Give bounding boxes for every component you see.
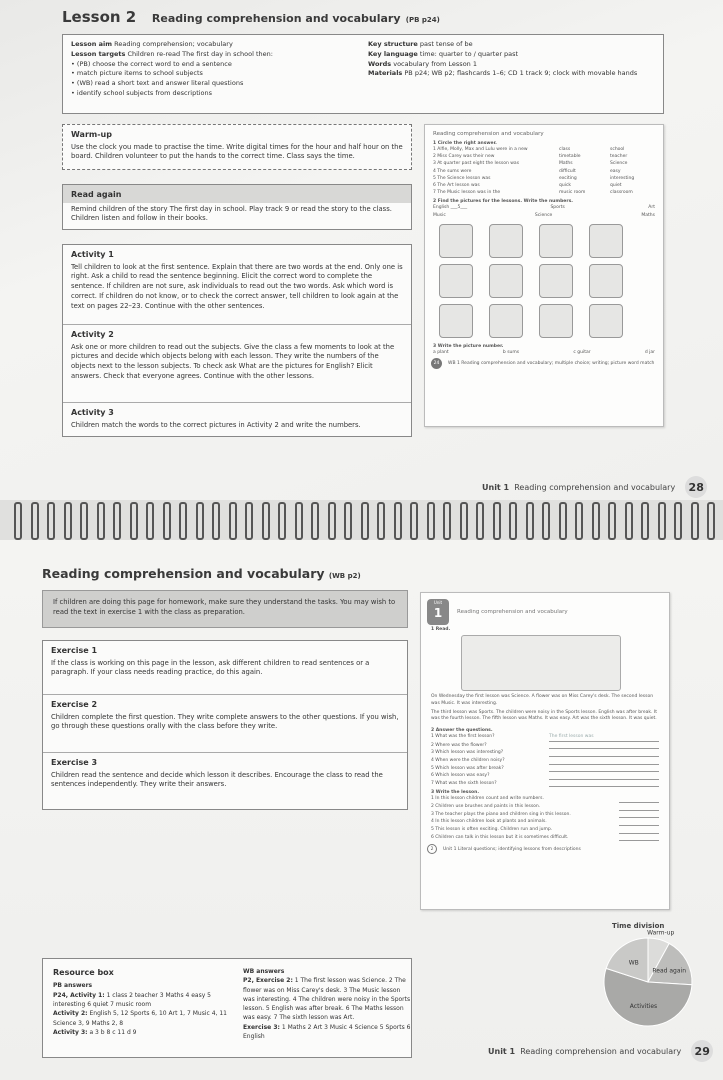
thumb-q1-row [425, 182, 663, 189]
binder-ring [707, 502, 715, 540]
time-division-title: Time division [612, 922, 665, 930]
page-28 [0, 0, 723, 500]
thumb-q1-row [425, 146, 663, 153]
activity-text: Tell children to look at the first sentence. Explain that there are two words at the end. Only one is right. Ask a child to read the sentence beginning. Elicit the correct word to complete the sentence. If children are not sure, ask individuals to read out the two words. Ask which word is correct. If children do not know, or to check the correct answer, tell children to look again at the text on pages 22–23. Continue with the other sentences. [71, 262, 403, 310]
answer-text: 1 Maths 2 Art 3 Music 4 Science 5 Sports 6 English [243, 1023, 411, 1041]
exercises-box [42, 640, 408, 810]
target-item: • identify school subjects from descriptions [71, 89, 361, 99]
thumb-q1: 1 Circle the right answer. [433, 141, 497, 146]
page-number: 28 [685, 476, 707, 498]
question-text: 7 What was the sixth lesson? [431, 780, 497, 786]
binder-ring [674, 502, 682, 540]
binder-ring [14, 502, 22, 540]
question-text: 2 Where was the flower? [431, 742, 487, 748]
answer-label: Activity 2: [53, 1010, 88, 1018]
thumb-picture-grid [425, 220, 663, 344]
question-text: 4 When were the children noisy? [431, 757, 505, 763]
thumb-title: Reading comprehension and vocabulary [457, 609, 568, 615]
target-item: • (WB) read a short text and answer literal questions [71, 79, 361, 89]
q1-option: classroom [610, 190, 633, 196]
wb-q2-item [431, 757, 659, 765]
wb-q2-item [431, 765, 659, 773]
q1-option: Maths [559, 161, 573, 167]
binder-ring [212, 502, 220, 540]
homework-banner: If children are doing this page for homework, make sure they understand the tasks. You may wish to read the text in exercise 1 with the class as preparation. [42, 590, 408, 628]
binder-ring [377, 502, 385, 540]
q1-sentence: 5 The Science lesson was [433, 175, 491, 181]
thumb-subjects-row: English ___5___ Sports Art [433, 205, 655, 211]
thumb-q3: 3 Write the picture number. [433, 343, 504, 349]
q1-option: Science [610, 161, 628, 167]
binder-ring [509, 502, 517, 540]
q1-option: school [610, 147, 625, 152]
read-again-title: Read again [63, 185, 411, 203]
q1-sentence: 3 At quarter past eight the lesson was [433, 161, 520, 167]
workbook-thumbnail [420, 592, 670, 910]
binder-ring [113, 502, 121, 540]
thumb-q1-row [425, 153, 663, 160]
answer-line [619, 803, 659, 811]
binder-ring [691, 502, 699, 540]
question-text: 6 Which lesson was easy? [431, 773, 490, 779]
binder-ring [542, 502, 550, 540]
answer-text: 1 class 2 teacher 3 Maths 4 easy 5 interesting 6 quiet 7 music room [53, 991, 211, 1008]
drum-picture [589, 224, 623, 258]
answer-line [619, 795, 659, 803]
activities-box [62, 244, 412, 437]
wb-q3-item [431, 803, 659, 811]
binder-ring [47, 502, 55, 540]
wb-q2-item [431, 772, 659, 780]
thumb-q3-row [425, 349, 663, 357]
binder-ring [658, 502, 666, 540]
answer-line [619, 818, 659, 826]
exercise-text: If the class is working on this page in the lesson, ask different children to read sentences or a paragraph. If your class needs reading practice, do this again. [51, 658, 370, 677]
answer-line [549, 765, 659, 773]
exercise-2 [43, 695, 407, 753]
pupil-book-thumbnail [424, 124, 664, 427]
subject-label: English [433, 205, 450, 211]
binder-ring [641, 502, 649, 540]
target-item: • (PB) choose the correct word to end a sentence [71, 60, 361, 70]
key-structure-label: Key structure [368, 40, 418, 48]
answer-line: The first lesson was [549, 733, 659, 742]
thumb-q1-row [425, 175, 663, 182]
thumb-paragraph: The third lesson was Sports. The children were noisy in the Sports lesson. English was after break. It was the fourth lesson. The fifth lesson was Maths. It was easy. Art was the sixth lesson. It was quiet. [431, 709, 657, 722]
q1-option: quick [559, 182, 572, 188]
binder-ring [311, 502, 319, 540]
answer-line [549, 780, 659, 788]
binder-ring [625, 502, 633, 540]
thumb-page-number: 24 [431, 358, 442, 369]
footer-unit: Unit 1 [488, 1046, 516, 1056]
q1-option: exciting [559, 175, 577, 181]
section-title [42, 566, 361, 581]
binder-ring [328, 502, 336, 540]
binder-ring [394, 502, 402, 540]
binder-ring [592, 502, 600, 540]
thumb-q1-row [425, 189, 663, 196]
read-again-text: Remind children of the story The first day in school. Play track 9 or read the story to the class. Children listen and follow in their books. [71, 204, 392, 223]
binder-ring [460, 502, 468, 540]
answer-line [549, 749, 659, 757]
activity-1 [63, 245, 411, 325]
subject-label: Music [433, 212, 446, 218]
unit-badge-number: 1 [433, 605, 443, 620]
thumb-footer [421, 841, 669, 857]
answer-text: a 3 b 8 c 11 d 9 [89, 1028, 137, 1036]
wb-q3-item [431, 826, 659, 834]
wb-answers-label: WB answers [243, 968, 285, 975]
jar-picture [439, 304, 473, 338]
key-language-label: Key language [368, 49, 418, 58]
answer-line [549, 772, 659, 780]
warm-up-text: Use the clock you made to practise the time. Write digital times for the hour and half hour on the board. Children volunteer to put the hands to the correct time. Class says the time. [71, 142, 403, 161]
exercise-1 [43, 641, 407, 695]
binder-ring [443, 502, 451, 540]
activity-2 [63, 325, 411, 403]
pen-picture [489, 224, 523, 258]
q1-option: easy [610, 168, 621, 174]
thumb-q1-row [425, 168, 663, 175]
binder-ring [130, 502, 138, 540]
materials-label: Materials [368, 69, 403, 78]
binder-ring [163, 502, 171, 540]
q1-sentence: 1 Alfie, Molly, Max and Lulu were in a new [433, 147, 528, 152]
resource-wb-column [243, 967, 411, 1041]
q3-item: b sums [502, 349, 520, 355]
guitar-picture [539, 304, 573, 338]
answer-line [549, 742, 659, 750]
thumb-read: 1 Read. [431, 627, 451, 632]
targets-list [71, 60, 361, 99]
binder-ring [526, 502, 534, 540]
exercise-3 [43, 753, 407, 809]
key-language: time: quarter to / quarter past [419, 49, 519, 58]
classroom-illustration [461, 635, 621, 691]
binder-ring [179, 502, 187, 540]
unit-badge [427, 599, 449, 625]
lesson-subtitle: Reading comprehension and vocabulary [151, 12, 401, 25]
answer-label: Activity 3: [53, 1028, 88, 1036]
q3-item: c guitar [573, 349, 591, 355]
answer-line [619, 826, 659, 834]
wb-q2-item [431, 733, 659, 742]
thumb-footer-note: WB 1 Reading comprehension and vocabulary; multiple choice; writing; picture word match [448, 361, 655, 367]
lesson-info-box [62, 34, 664, 114]
pie-label: Read again [652, 967, 687, 975]
binder-ring [427, 502, 435, 540]
example-answer: 5 [457, 205, 461, 211]
answer-label: Exercise 3: [243, 1023, 280, 1031]
footer-unit: Unit 1 [482, 482, 510, 492]
wb-q3-item [431, 818, 659, 826]
binder-ring [278, 502, 286, 540]
q1-option: interesting [610, 175, 635, 181]
words-label: Words [368, 59, 392, 68]
resource-box [42, 958, 412, 1058]
binder-ring [476, 502, 484, 540]
binder-ring [196, 502, 204, 540]
q1-option: music room [559, 190, 586, 196]
q1-option: teacher [610, 154, 628, 160]
thumb-header [421, 593, 669, 627]
question-text: 5 This lesson is often exciting. Children run and jump. [431, 827, 553, 833]
binder-ring [559, 502, 567, 540]
thumb-q2-list [421, 733, 669, 787]
activity-3 [63, 403, 411, 436]
thumb-q2: 2 Find the pictures for the lessons. Write the numbers. [433, 199, 573, 205]
time-division-pie [596, 929, 706, 1026]
thumb-q1-rows [425, 146, 663, 196]
thumb-footer [425, 356, 663, 371]
page-number: 29 [691, 1040, 713, 1062]
pie-label: Warm-up [647, 929, 675, 937]
binder-ring [575, 502, 583, 540]
binder-ring [229, 502, 237, 540]
sums-picture [589, 264, 623, 298]
paints-picture [539, 264, 573, 298]
targets-label: Lesson targets [71, 49, 126, 58]
exercise-text: Children complete the first question. They write complete answers to the other questions. If you wish, go through these questions orally with the class before they write. [51, 712, 399, 731]
binder-ring [361, 502, 369, 540]
question-text: 4 In this lesson children look at plants and animals. [431, 819, 547, 825]
binder-ring [493, 502, 501, 540]
subject-label: Art [648, 205, 655, 211]
answer-label: P24, Activity 1: [53, 991, 105, 999]
section-title-text: Reading comprehension and vocabulary [42, 566, 325, 581]
answer-line [619, 834, 659, 842]
thumb-page-number: 2 [427, 844, 437, 854]
pencil-picture [439, 224, 473, 258]
exercise-title: Exercise 3 [51, 758, 98, 767]
wb-q3-item [431, 811, 659, 819]
pb-answers-label: PB answers [53, 982, 93, 990]
subject-label: Maths [641, 212, 655, 218]
q1-option: class [559, 147, 571, 152]
key-structure: past tense of be [419, 40, 473, 48]
q3-item: a plant [433, 349, 449, 355]
materials: PB p24; WB p2; flashcards 1–6; CD 1 track 9; clock with movable hands [404, 69, 638, 78]
q1-option: timetable [559, 154, 581, 160]
wb-q3-item [431, 834, 659, 842]
activity-text: Children match the words to the correct pictures in Activity 2 and write the numbers. [71, 420, 361, 429]
spiral-binding [0, 500, 723, 542]
question-text: 1 In this lesson children count and write numbers. [431, 796, 544, 802]
exercise-title: Exercise 2 [51, 700, 98, 709]
exercise-title: Exercise 1 [51, 646, 98, 655]
q1-sentence: 7 The Music lesson was in the [433, 190, 501, 196]
words: vocabulary from Lesson 1 [393, 59, 477, 68]
answer-text: 1 The first lesson was Science. 2 The flower was on Miss Carey's desk. 3 The Music lesson was interesting. 4 The children were noisy in the Sports lesson. 5 English was after break. 6 The Maths lesson was easy. 7 The sixth lesson was Art. [243, 977, 411, 1022]
footer-label: Reading comprehension and vocabulary [520, 1046, 682, 1056]
binder-ring [31, 502, 39, 540]
wb-q2-item [431, 742, 659, 750]
resource-pb-column [53, 967, 233, 1037]
activity-text: Ask one or more children to read out the subjects. Give the class a few moments to look at the pictures and decide which objects belong with each lesson. They write the numbers of the objects next to the lesson subjects. To check ask What are the pictures for English? Elicit answers. Check that everyone agrees. Continue with the other lessons. [71, 342, 395, 381]
question-text: 2 Children use brushes and paints in this lesson. [431, 804, 541, 810]
read-again-box [62, 184, 412, 230]
question-text: 5 Which lesson was after break? [431, 765, 504, 771]
binder-ring [608, 502, 616, 540]
footer-label: Reading comprehension and vocabulary [514, 482, 676, 492]
question-text: 1 What was the first lesson? [431, 734, 495, 739]
q1-sentence: 2 Miss Carey was their new [433, 154, 495, 160]
thumb-paragraph: On Wednesday the first lesson was Science. A flower was on Miss Carey's desk. The second lesson was Music. It was interesting. [431, 694, 654, 706]
target-item: • match picture items to school subjects [71, 69, 361, 79]
wb-q3-item [431, 795, 659, 803]
unit-badge-label: Unit [433, 600, 443, 605]
binder-ring [344, 502, 352, 540]
thumb-subjects-row [425, 212, 663, 220]
painting-picture [589, 304, 623, 338]
targets-intro: Children re-read The first day in school then: [127, 49, 273, 58]
page-footer [488, 1040, 713, 1062]
binder-ring [146, 502, 154, 540]
resource-title: Resource box [53, 968, 114, 977]
thumb-q1-row [425, 160, 663, 167]
wb-reference: (WB p2) [328, 572, 361, 580]
binder-ring [64, 502, 72, 540]
page-footer [482, 476, 707, 498]
answer-label: P2, Exercise 2: [243, 977, 293, 985]
question-text: 3 The teacher plays the piano and children sing in this lesson. [431, 811, 571, 817]
subject-label: Sports [550, 205, 565, 211]
pie-label: Activities [629, 1002, 658, 1010]
question-text: 3 Which lesson was interesting? [431, 750, 504, 756]
exercise-text: Children read the sentence and decide which lesson it describes. Encourage the class to read the sentences independently. They write their answers. [51, 770, 383, 789]
binder-ring [97, 502, 105, 540]
q1-sentence: 6 The Art lesson was [433, 182, 480, 188]
thumb-title: Reading comprehension and vocabulary [433, 131, 544, 137]
answer-line [619, 811, 659, 819]
activity-title: Activity 1 [71, 250, 114, 259]
thumb-q3: 3 Write the lesson. [431, 790, 480, 796]
subject-label: Science [534, 212, 553, 218]
pb-reference: (PB p24) [405, 16, 440, 24]
binder-ring [410, 502, 418, 540]
thumb-q3-list [421, 795, 669, 841]
activity-title: Activity 2 [71, 330, 114, 339]
pie-label: WB [628, 959, 639, 967]
question-text: 6 Children can talk in this lesson but it is sometimes difficult. [431, 834, 569, 840]
thumb-footer-note: Unit 1 Literal questions; identifying lessons from descriptions [443, 846, 581, 852]
answer-text: English 5, 12 Sports 6, 10 Art 1, 7 Music 4, 11 Science 3, 9 Maths 2, 8 [53, 1010, 227, 1027]
warm-up-box [62, 124, 412, 170]
q1-sentence: 4 The sums were [433, 168, 472, 174]
activity-title: Activity 3 [71, 408, 114, 417]
binder-ring [245, 502, 253, 540]
lesson-number: Lesson 2 [62, 8, 137, 26]
ball-picture [489, 264, 523, 298]
thumb-q2: 2 Answer the questions. [431, 728, 493, 733]
trainer-picture [489, 304, 523, 338]
binder-ring [80, 502, 88, 540]
q1-option: quiet [610, 182, 622, 188]
wb-q2-item [431, 749, 659, 757]
q1-option: difficult [559, 168, 576, 174]
q3-item: d jar [644, 349, 655, 355]
warm-up-title: Warm-up [71, 130, 112, 139]
lesson-aim: Reading comprehension; vocabulary [114, 40, 233, 48]
answer-line [549, 757, 659, 765]
binder-ring [295, 502, 303, 540]
lesson-aim-label: Lesson aim [71, 40, 113, 48]
wb-q2-item [431, 780, 659, 788]
ruler-picture [539, 224, 573, 258]
binder-ring [262, 502, 270, 540]
book-picture [439, 264, 473, 298]
lesson-title [62, 8, 440, 26]
